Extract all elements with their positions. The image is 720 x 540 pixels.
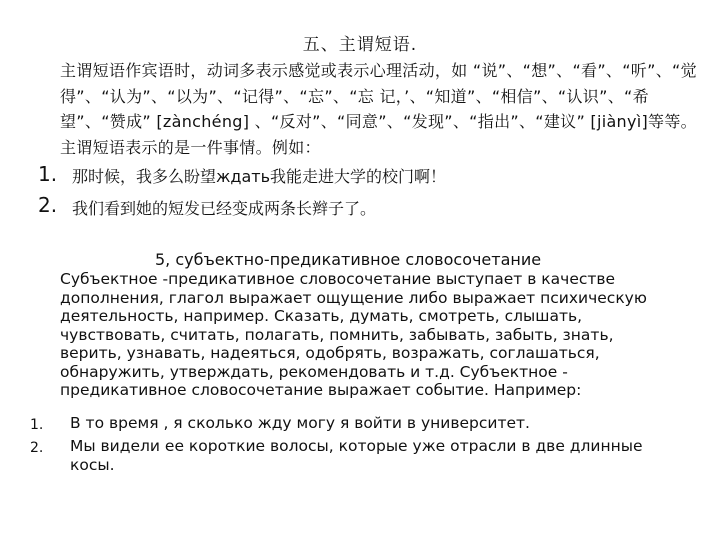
example-text: 那时候，我多么盼望ждать我能走进大学的校门啊！ [72, 167, 447, 186]
example-number: 2. [30, 440, 44, 456]
example-text: 我们看到她的短发已经变成两条长辫子了。 [72, 199, 377, 218]
example-text: Мы видели ее короткие волосы, которые уже отрасли в две длинные косы. [70, 437, 643, 474]
example-number: 2. [38, 193, 58, 217]
section-title-russian: 5, субъектно-предикативное словосочетание [155, 250, 542, 269]
example-text: В то время , я сколько жду могу я войти в университет. [70, 414, 530, 432]
example-number: 1. [30, 417, 44, 433]
paragraph-chinese: 主谓短语作宾语时，动词多表示感觉或表示心理活动，如 “说”、“想”、“看”、“听”、“觉得”、“认为”、“以为”、“记得”、“忘”、“忘 记，’、“知道”、“相信”、“认识”、“希望”、“赞成” [zànchéng] 、“反对”、“同意”、“发现”、“指出”、“建议” [jiànyì]等等。主谓短语表示的是一件事情。例如： [60, 61, 697, 157]
section-title-chinese: 五、主谓短语. [302, 35, 418, 55]
example-number: 1. [38, 162, 58, 186]
paragraph-russian: Субъектное -предикативное словосочетание выступает в качестве дополнения, глагол выражает ощущение либо выражает психическую деятельность, например. Сказать, думать, смотреть, слышать, чувствовать, считать, полагать, помнить, забывать, забыть, знать, верить, узнавать, надеяться, одобрять, возражать, соглашаться, обнаружить, утверждать, рекомендовать и т.д. Субъектное - предикативное словосочетание выражает событие. Например: [60, 270, 647, 399]
